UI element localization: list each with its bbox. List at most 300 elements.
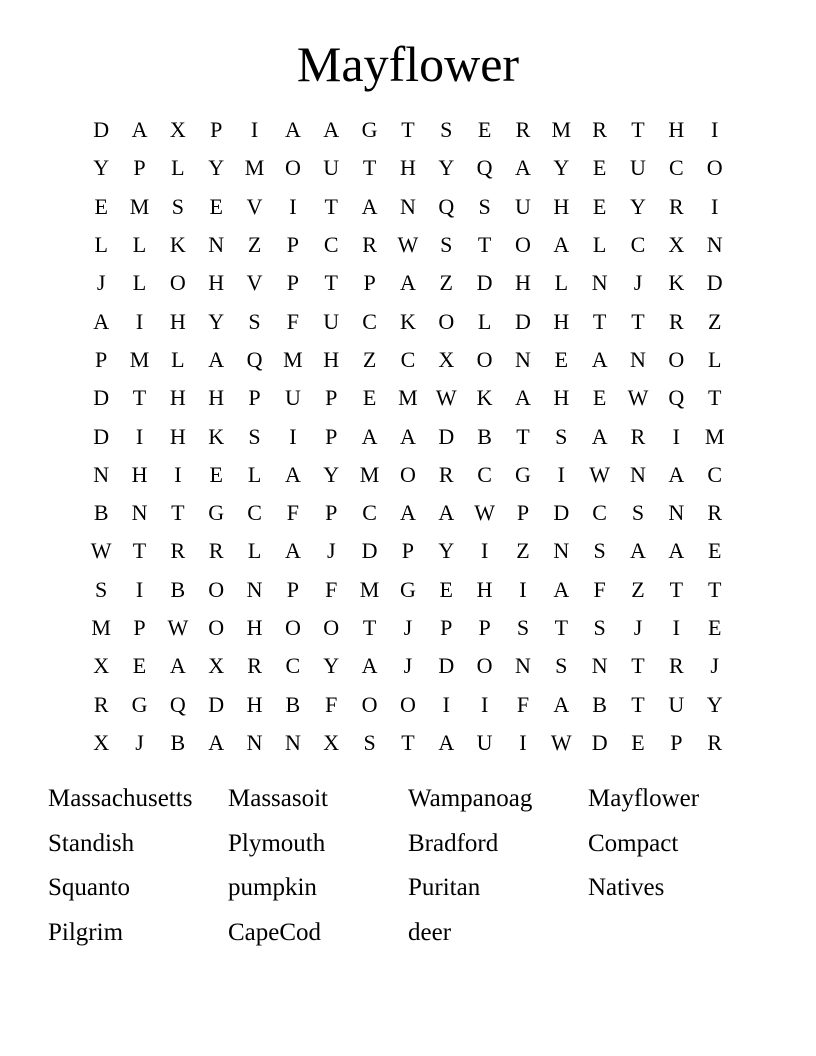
grid-letter: P [401, 538, 415, 564]
grid-letter: S [440, 232, 453, 258]
grid-letter: E [592, 385, 607, 411]
grid-letter: N [93, 461, 110, 487]
word-list-item: Bradford [408, 829, 499, 857]
grid-letter: P [133, 155, 146, 181]
grid-letter: T [401, 117, 415, 143]
grid-letter: E [631, 729, 645, 755]
grid-letter: A [284, 538, 301, 564]
grid-letter: I [135, 308, 144, 334]
grid-letter: S [478, 193, 491, 219]
grid-letter: G [361, 117, 378, 143]
grid-letter: P [325, 500, 338, 526]
grid-letter: R [592, 117, 607, 143]
grid-row [82, 647, 734, 685]
word-list-item: Massachusetts [48, 785, 193, 812]
grid-letter: J [633, 270, 643, 296]
grid-letter: R [362, 232, 377, 258]
grid-letter: M [129, 346, 150, 372]
grid-letter: A [323, 117, 340, 143]
grid-letter: D [208, 691, 225, 717]
word-list-item: Compact [588, 829, 679, 857]
grid-letter: R [630, 423, 646, 449]
grid-letter: H [208, 270, 225, 296]
grid-letter: H [399, 155, 416, 181]
grid-letter: T [171, 500, 185, 526]
grid-letter: F [286, 308, 300, 334]
grid-letter: G [208, 500, 225, 526]
grid-letter: S [555, 653, 568, 679]
grid-letter: Y [706, 691, 723, 717]
grid-letter: X [93, 653, 110, 679]
grid-letter: E [209, 193, 223, 219]
grid-letter: K [169, 232, 186, 258]
grid-letter: C [630, 232, 646, 258]
grid-letter: P [363, 270, 376, 296]
grid-letter: N [591, 270, 608, 296]
grid-letter: N [553, 538, 570, 564]
grid-letter: L [477, 308, 492, 334]
grid-letter: H [553, 193, 570, 219]
grid-letter: X [668, 232, 685, 258]
grid-letter: L [247, 461, 262, 487]
grid-letter: L [132, 270, 147, 296]
grid-letter: N [591, 653, 608, 679]
grid-letter: Q [476, 155, 493, 181]
grid-letter: I [174, 461, 182, 487]
word-list-item: Squanto [48, 874, 130, 901]
grid-letter: N [706, 232, 723, 258]
grid-letter: L [171, 346, 185, 372]
grid-letter: P [286, 232, 300, 258]
grid-letter: E [477, 117, 492, 143]
grid-letter: A [284, 461, 301, 487]
word-list-item: Natives [588, 874, 665, 901]
grid-letter: A [399, 500, 416, 526]
grid-letter: S [248, 423, 261, 449]
grid-letter: H [169, 308, 186, 334]
grid-letter: Y [438, 155, 455, 181]
grid-letter: S [171, 193, 184, 219]
grid-letter: H [323, 346, 340, 372]
grid-letter: M [359, 461, 380, 487]
word-list-item: Standish [48, 829, 135, 857]
grid-row [82, 494, 734, 532]
grid-letter: T [707, 385, 722, 411]
grid-letter: I [711, 117, 719, 143]
grid-letter: H [169, 423, 186, 449]
grid-letter: M [129, 193, 150, 219]
word-list-item: pumpkin [228, 874, 317, 901]
grid-letter: O [399, 691, 416, 717]
grid-letter: C [285, 653, 301, 679]
grid-letter: S [95, 576, 108, 602]
grid-letter: K [668, 270, 685, 296]
grid-letter: S [593, 615, 606, 640]
grid-letter: O [169, 270, 186, 296]
word-list-item: CapeCod [228, 918, 322, 946]
grid-letter: A [668, 538, 685, 564]
grid-letter: N [246, 576, 263, 602]
grid-row [82, 456, 734, 494]
grid-letter: J [326, 538, 336, 564]
grid-letter: A [591, 346, 608, 372]
grid-row [82, 609, 734, 647]
grid-letter: T [324, 270, 338, 296]
grid-letter: M [283, 346, 303, 372]
grid-letter: P [286, 270, 300, 296]
grid-letter: A [553, 576, 570, 602]
grid-row [82, 302, 734, 340]
grid-letter: N [208, 232, 225, 258]
grid-letter: S [516, 615, 530, 640]
grid-letter: P [478, 615, 491, 640]
grid-letter: I [480, 691, 489, 717]
grid-letter: A [361, 193, 378, 219]
grid-letter: C [362, 308, 377, 334]
grid-letter: R [707, 729, 723, 755]
grid-letter: R [438, 461, 454, 487]
grid-letter: A [361, 653, 378, 679]
grid-letter: Z [439, 270, 453, 296]
grid-letter: W [397, 232, 419, 258]
grid-letter: R [668, 653, 684, 679]
grid-letter: I [519, 729, 527, 755]
grid-letter: J [710, 653, 719, 679]
grid-row [82, 341, 734, 379]
grid-letter: K [208, 423, 225, 449]
grid-letter: T [631, 117, 645, 143]
grid-letter: I [289, 423, 297, 449]
grid-letter: N [284, 729, 301, 755]
grid-letter: D [438, 653, 455, 679]
grid-letter: E [592, 155, 607, 181]
grid-letter: Y [553, 155, 570, 181]
grid-letter: N [630, 461, 646, 487]
grid-letter: N [515, 653, 531, 679]
grid-letter: J [403, 653, 413, 679]
grid-letter: M [398, 385, 418, 411]
grid-row [82, 111, 734, 149]
grid-letter: O [208, 576, 225, 602]
word-list-item: Wampanoag [408, 785, 533, 812]
grid-letter: I [557, 461, 565, 487]
grid-letter: D [553, 500, 570, 526]
grid-letter: I [250, 117, 259, 143]
grid-row [82, 532, 734, 570]
grid-letter: F [325, 691, 338, 717]
grid-letter: T [669, 576, 684, 602]
grid-letter: O [208, 615, 225, 640]
grid-letter: D [93, 423, 110, 449]
grid-letter: D [438, 423, 455, 449]
grid-letter: I [135, 576, 144, 602]
grid-letter: X [323, 729, 340, 755]
grid-letter: N [246, 729, 263, 755]
grid-letter: P [670, 729, 683, 755]
grid-letter: D [93, 385, 110, 411]
grid-letter: X [169, 117, 186, 143]
grid-letter: T [592, 308, 607, 334]
grid-letter: G [515, 461, 531, 487]
grid-letter: R [707, 500, 723, 526]
grid-letter: N [515, 346, 531, 372]
grid-letter: V [246, 270, 263, 296]
grid-letter: G [399, 576, 416, 602]
grid-letter: L [171, 155, 185, 181]
grid-row [82, 264, 734, 302]
grid-letter: Y [438, 538, 455, 564]
grid-letter: F [286, 500, 300, 526]
grid-letter: A [591, 423, 608, 449]
grid-letter: D [591, 729, 608, 755]
grid-letter: R [208, 538, 224, 564]
grid-letter: F [593, 576, 606, 602]
word-list-item: Puritan [408, 874, 481, 901]
grid-letter: O [515, 232, 531, 258]
grid-letter: A [515, 385, 531, 411]
grid-letter: Q [169, 691, 186, 717]
grid-letter: X [438, 346, 455, 372]
grid-letter: E [362, 385, 377, 411]
grid-letter: O [476, 653, 493, 679]
grid-letter: O [284, 155, 301, 181]
grid-letter: W [627, 385, 649, 411]
grid-letter: S [248, 308, 261, 334]
grid-letter: P [325, 385, 338, 411]
grid-letter: Y [208, 308, 225, 334]
grid-letter: D [706, 270, 723, 296]
grid-letter: L [247, 538, 262, 564]
grid-letter: O [438, 308, 455, 334]
grid-letter: W [474, 500, 495, 526]
grid-letter: A [93, 308, 110, 334]
grid-letter: A [553, 232, 570, 258]
word-list [48, 780, 768, 958]
grid-letter: O [476, 346, 493, 372]
grid-letter: P [440, 615, 453, 640]
grid-letter: H [246, 691, 263, 717]
grid-letter: R [515, 117, 531, 143]
grid-letter: W [589, 461, 611, 487]
grid-letter: R [668, 193, 684, 219]
grid-letter: H [515, 270, 531, 296]
grid-letter: E [554, 346, 569, 372]
grid-letter: I [672, 423, 680, 449]
grid-letter: M [91, 615, 111, 640]
grid-letter: E [439, 576, 453, 602]
grid-letter: C [477, 461, 492, 487]
grid-letter: H [553, 308, 570, 334]
grid-letter: C [247, 500, 262, 526]
grid-letter: C [400, 346, 416, 372]
grid-letter: O [361, 691, 378, 717]
grid-letter: W [167, 615, 189, 640]
grid-letter: T [362, 615, 377, 640]
grid-letter: T [362, 155, 377, 181]
grid-letter: W [435, 385, 457, 411]
grid-letter: S [555, 423, 568, 449]
grid-letter: U [323, 308, 340, 334]
grid-letter: P [325, 423, 338, 449]
grid-letter: I [711, 193, 719, 219]
grid-letter: T [324, 193, 338, 219]
grid-letter: C [323, 232, 339, 258]
grid-row [82, 379, 734, 417]
grid-letter: R [668, 308, 684, 334]
grid-letter: A [399, 423, 416, 449]
grid-letter: B [170, 729, 186, 755]
grid-letter: F [325, 576, 338, 602]
grid-letter: N [399, 193, 416, 219]
grid-letter: D [515, 308, 531, 334]
grid-letter: M [359, 576, 380, 602]
grid-letter: T [477, 232, 492, 258]
grid-letter: U [284, 385, 301, 411]
grid-letter: X [208, 653, 225, 679]
grid-letter: S [631, 500, 645, 526]
grid-letter: T [554, 615, 569, 640]
grid-letter: Z [247, 232, 262, 258]
grid-letter: Q [246, 346, 263, 372]
grid-row [82, 724, 734, 762]
grid-letter: J [135, 729, 144, 755]
grid-letter: H [476, 576, 493, 602]
grid-letter: S [593, 538, 606, 564]
grid-letter: A [169, 653, 186, 679]
grid-letter: E [94, 193, 108, 219]
grid-letter: L [554, 270, 569, 296]
grid-letter: E [707, 615, 722, 640]
grid-letter: T [132, 385, 147, 411]
page-title: Mayflower [296, 36, 520, 92]
grid-letter: U [630, 155, 646, 181]
grid-letter: O [706, 155, 723, 181]
grid-letter: I [289, 193, 297, 219]
grid-letter: T [631, 653, 645, 679]
grid-letter: A [553, 691, 570, 717]
grid-letter: R [170, 538, 186, 564]
grid-letter: S [440, 117, 453, 143]
grid-letter: F [516, 691, 530, 717]
grid-letter: N [131, 500, 148, 526]
grid-letter: Y [323, 461, 340, 487]
grid-letter: D [93, 117, 110, 143]
grid-letter: D [476, 270, 493, 296]
grid-letter: H [169, 385, 186, 411]
grid-letter: W [550, 729, 572, 755]
grid-letter: T [707, 576, 722, 602]
grid-letter: L [94, 232, 108, 258]
word-list-item: Pilgrim [48, 918, 124, 946]
grid-letter: I [519, 576, 527, 602]
grid-letter: K [399, 308, 416, 334]
grid-letter: P [133, 615, 146, 640]
grid-letter: C [707, 461, 723, 487]
grid-letter: C [362, 500, 377, 526]
grid-letter: Q [668, 385, 685, 411]
letter-grid [82, 111, 734, 762]
grid-letter: X [93, 729, 110, 755]
grid-letter: A [284, 117, 301, 143]
grid-letter: B [477, 423, 492, 449]
grid-letter: U [476, 729, 493, 755]
grid-letter: P [210, 117, 223, 143]
grid-letter: B [93, 500, 109, 526]
grid-letter: M [551, 117, 572, 143]
grid-letter: E [209, 461, 223, 487]
word-list-item: Massasoit [228, 785, 328, 812]
grid-letter: Y [93, 155, 110, 181]
grid-letter: M [704, 423, 725, 449]
grid-letter: H [131, 461, 148, 487]
grid-letter: B [285, 691, 301, 717]
grid-letter: A [630, 538, 646, 564]
grid-letter: O [323, 615, 340, 640]
grid-letter: A [361, 423, 378, 449]
grid-letter: S [363, 729, 376, 755]
grid-letter: E [132, 653, 147, 679]
grid-letter: Z [707, 308, 722, 334]
grid-letter: A [208, 346, 225, 372]
grid-letter: T [132, 538, 147, 564]
grid-letter: Y [323, 653, 340, 679]
grid-letter: P [248, 385, 261, 411]
grid-letter: E [592, 193, 607, 219]
grid-letter: E [707, 538, 722, 564]
grid-letter: R [247, 653, 262, 679]
grid-letter: I [480, 538, 489, 564]
grid-letter: N [668, 500, 685, 526]
grid-letter: Z [362, 346, 377, 372]
word-list-item: Plymouth [228, 829, 326, 857]
grid-letter: O [399, 461, 416, 487]
grid-letter: T [401, 729, 415, 755]
grid-letter: A [515, 155, 531, 181]
grid-letter: R [93, 691, 109, 717]
grid-letter: P [516, 500, 530, 526]
grid-letter: G [131, 691, 148, 717]
grid-letter: B [592, 691, 607, 717]
grid-letter: O [668, 346, 685, 372]
grid-row [82, 685, 734, 723]
grid-letter: H [246, 615, 263, 640]
grid-letter: J [633, 615, 643, 640]
grid-letter: I [672, 615, 680, 640]
grid-letter: J [403, 615, 413, 640]
grid-letter: H [668, 117, 685, 143]
grid-letter: H [208, 385, 225, 411]
word-list-item: Mayflower [588, 785, 700, 812]
grid-row [82, 571, 734, 609]
grid-letter: A [399, 270, 416, 296]
grid-letter: A [668, 461, 685, 487]
word-list-item: deer [408, 918, 452, 946]
grid-row [82, 417, 734, 455]
grid-letter: P [286, 576, 300, 602]
grid-letter: A [131, 117, 148, 143]
grid-letter: Q [438, 193, 455, 219]
grid-letter: O [284, 615, 301, 640]
grid-row [82, 226, 734, 264]
grid-letter: Y [630, 193, 646, 219]
grid-letter: T [516, 423, 530, 449]
grid-letter: C [592, 500, 607, 526]
grid-letter: J [96, 270, 106, 296]
grid-letter: U [323, 155, 340, 181]
grid-letter: U [668, 691, 685, 717]
grid-letter: C [668, 155, 684, 181]
grid-letter: W [90, 538, 112, 564]
